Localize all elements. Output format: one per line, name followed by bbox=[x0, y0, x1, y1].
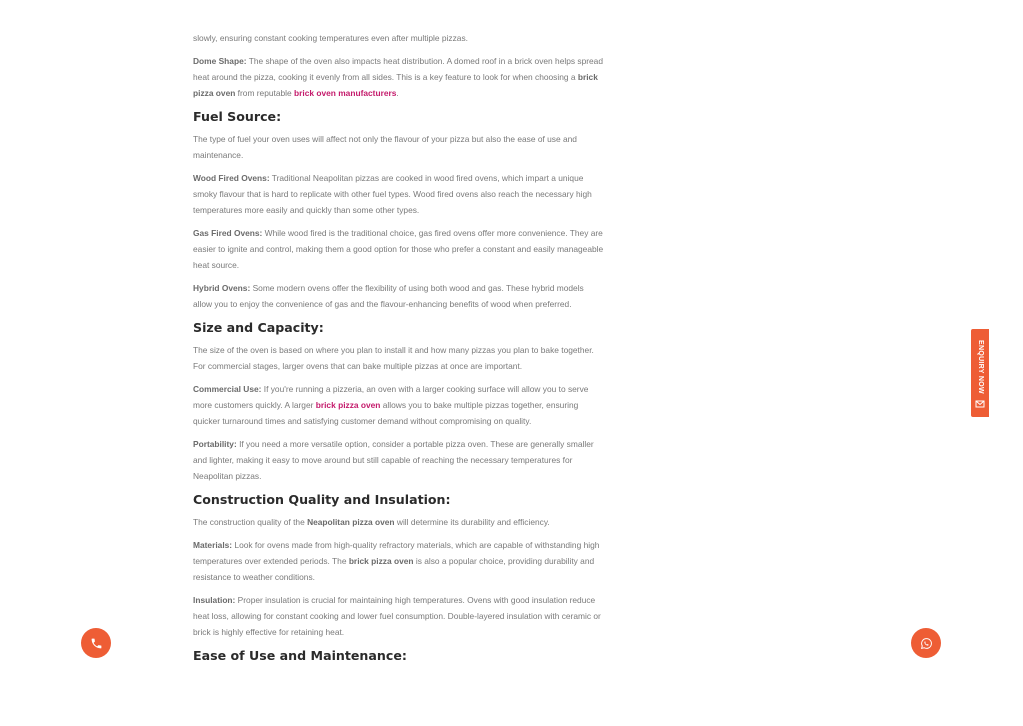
gas-fired-text: While wood fired is the traditional choice, gas fired ovens offer more convenience. They are easier to ignite and control, making them a good option for those who prefer a constant and easily manageable heat source. bbox=[193, 228, 604, 270]
paragraph-hybrid bbox=[193, 280, 605, 312]
materials-text: Look for ovens made from high-quality refractory materials, which are capable of withstanding high temperatures over extended periods. The bbox=[193, 540, 600, 566]
materials-text-2: is also a popular choice, providing durability and resistance to weather conditions. bbox=[193, 556, 595, 582]
paragraph-insulation bbox=[193, 592, 605, 640]
wood-fired-text: Traditional Neapolitan pizzas are cooked in wood fired ovens, which impart a unique smoky flavour that is hard to replicate with other fuel types. Wood fired ovens also reach the necessary high temperatures more easily and quickly than some other types. bbox=[193, 173, 592, 215]
whatsapp-icon bbox=[920, 637, 933, 650]
link-brick-pizza-oven[interactable]: brick pizza oven bbox=[315, 400, 381, 410]
commercial-use-text: If you're running a pizzeria, an oven with a larger cooking surface will allow you to serve more customers quickly. A larger bbox=[193, 384, 589, 410]
call-button[interactable] bbox=[81, 628, 111, 658]
wood-fired-label: Wood Fired Ovens: bbox=[193, 173, 270, 183]
paragraph-continuation: slowly, ensuring constant cooking temperatures even after multiple pizzas. bbox=[193, 33, 468, 43]
materials-label: Materials: bbox=[193, 540, 233, 550]
article-content bbox=[193, 30, 605, 670]
portability-label: Portability: bbox=[193, 439, 237, 449]
insulation-label: Insulation: bbox=[193, 595, 236, 605]
phone-icon bbox=[90, 637, 103, 650]
heading-ease-of-use: Ease of Use and Maintenance: bbox=[193, 648, 407, 663]
paragraph-portability bbox=[193, 436, 605, 484]
paragraph-size-intro: The size of the oven is based on where you plan to install it and how many pizzas you plan to bake together. For commercial stages, larger ovens that can bake multiple pizzas at once are important. bbox=[193, 345, 594, 371]
paragraph-wood-fired bbox=[193, 170, 605, 218]
heading-size-capacity: Size and Capacity: bbox=[193, 320, 324, 335]
keyword-brick-pizza-oven-2: brick pizza oven bbox=[348, 556, 414, 566]
paragraph-gas-fired bbox=[193, 225, 605, 273]
envelope-icon bbox=[975, 399, 985, 409]
enquiry-now-tab[interactable] bbox=[971, 329, 989, 417]
keyword-neapolitan-pizza-oven: Neapolitan pizza oven bbox=[307, 517, 395, 527]
portability-text: If you need a more versatile option, consider a portable pizza oven. These are generally smaller and lighter, making it easy to move around but still capable of reaching the necessary temperatures for Neapolitan pizzas. bbox=[193, 439, 594, 481]
construction-text-2: will determine its durability and efficiency. bbox=[394, 517, 550, 527]
dome-shape-text: The shape of the oven also impacts heat distribution. A domed roof in a brick oven helps spread heat around the pizza, cooking it evenly from all sides. This is a key feature to look for when choosing a bbox=[193, 56, 603, 82]
link-brick-oven-manufacturers[interactable]: brick oven manufacturers bbox=[294, 88, 397, 98]
paragraph-fuel-intro: The type of fuel your oven uses will affect not only the flavour of your pizza but also the ease of use and maintenance. bbox=[193, 134, 577, 160]
dome-shape-text-3: . bbox=[396, 88, 399, 98]
hybrid-text: Some modern ovens offer the flexibility of using both wood and gas. These hybrid models allow you to enjoy the convenience of gas and the flavour-enhancing benefits of wood when preferred. bbox=[193, 283, 584, 309]
keyword-brick-pizza-oven: brick pizza oven bbox=[193, 72, 598, 98]
dome-shape-text-2: from reputable bbox=[235, 88, 295, 98]
whatsapp-button[interactable] bbox=[911, 628, 941, 658]
enquiry-now-label: ENQUIRY NOW bbox=[977, 340, 984, 394]
hybrid-label: Hybrid Ovens: bbox=[193, 283, 251, 293]
construction-text: The construction quality of the bbox=[193, 517, 308, 527]
gas-fired-label: Gas Fired Ovens: bbox=[193, 228, 263, 238]
paragraph-construction-intro bbox=[193, 514, 605, 530]
dome-shape-label: Dome Shape: bbox=[193, 56, 247, 66]
commercial-use-text-2: allows you to bake multiple pizzas together, ensuring quicker turnaround times and satisfying customer demand without compromising on quality. bbox=[193, 400, 579, 426]
paragraph-materials bbox=[193, 537, 605, 585]
heading-construction-quality: Construction Quality and Insulation: bbox=[193, 492, 451, 507]
commercial-use-label: Commercial Use: bbox=[193, 384, 262, 394]
paragraph-commercial-use bbox=[193, 381, 605, 429]
heading-fuel-source: Fuel Source: bbox=[193, 109, 282, 124]
insulation-text: Proper insulation is crucial for maintaining high temperatures. Ovens with good insulation reduce heat loss, allowing for constant cooking and lower fuel consumption. Double-layered insulation with ceramic or brick is highly effective for retaining heat. bbox=[193, 595, 601, 637]
paragraph-dome-shape bbox=[193, 53, 605, 101]
